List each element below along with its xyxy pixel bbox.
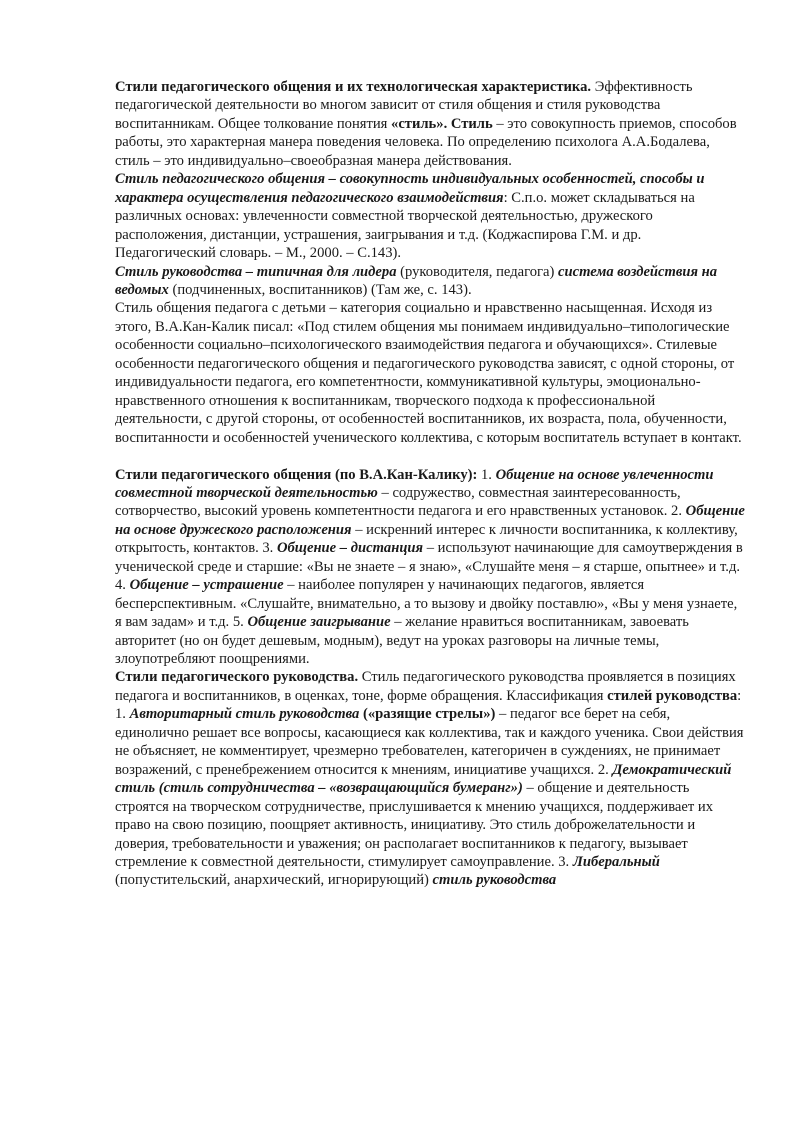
- document-page: [115, 78, 745, 890]
- section-heading: Стили педагогического общения и их технологическая характеристика.: [115, 79, 592, 95]
- style-name: Общение – дистанция: [276, 540, 424, 557]
- paragraph-text: 1.: [477, 466, 496, 483]
- paragraph-text: : 1.: [115, 687, 742, 723]
- style-name: Авторитарный стиль руководства: [129, 706, 360, 723]
- paragraph-text: Стиль общения педагога с детьми – категория социально и нравственно насыщенная. Исходя из этого, В.А.Кан-Калик писал: «Под стилем общения мы понимаем индивидуально–типологические особенности социально–психологического взаимодействия педагога и обучающихся». Стилевые особенности педагогического общения и педагогического руководства зависят, с одной стороны, от индивидуальности педагога, его компетентности, коммуникативной культуры, эмоционально-нравственного отношения к воспитанникам, творческого подхода к профессиональной деятельности, с другой стороны, от особенностей воспитанников, их возраста, пола, обученности, воспитанности и особенностей ученического коллектива, с которым воспитатель вступает в контакт.: [115, 300, 742, 446]
- style-name: Общение на основе дружеского расположения: [115, 503, 745, 538]
- term-bold: «стиль». Стиль: [391, 115, 493, 132]
- style-name: Либеральный: [572, 854, 660, 871]
- section-heading: Стили педагогического общения (по В.А.Кан-Калику):: [115, 466, 478, 483]
- paragraph-text: – искренний интерес к личности воспитанника, к коллективу, открытость, контактов. 3.: [115, 521, 738, 557]
- paragraph-intro: [115, 78, 745, 170]
- paragraph-text: – это совокупность приемов, способов работы, это характерная манера поведения человека. По определению психолога А.А.Бодалева, стиль – это индивидуально–своеобразная манера действования.: [115, 115, 737, 169]
- paragraph-definition-leadership: [115, 263, 745, 300]
- paragraph-text: (руководителя, педагога): [396, 263, 558, 280]
- paragraph-text: – используют начинающие для самоутверждения в ученической среде и старшие: «Вы не знаете – я знаю», «Слушайте меня – я старше, опытнее» и т.д. 4.: [115, 540, 743, 594]
- style-name: Общение заигрывание: [247, 614, 391, 631]
- definition-term: Стиль педагогического общения – совокупность индивидуальных особенностей, способы и характера осуществления педагогического взаимодействия: [115, 171, 705, 206]
- term-bold: стилей руководства: [607, 687, 738, 704]
- paragraph-text: (подчиненных, воспитанников) (Там же, с. 143).: [168, 281, 472, 298]
- paragraph-text: – общение и деятельность строятся на творческом сотрудничестве, прислушивается к мнению учащихся, поддерживает их право на свою позицию, поощряет активность, инициативу. Это стиль доброжелательности и доверия, требовательности и уважения; он располагает воспитанников к педагогу, вызывает стремление к совместной деятельности, стимулирует самоуправление. 3.: [115, 780, 713, 871]
- paragraph-kan-kalik: [115, 299, 745, 447]
- paragraph-text: : С.п.о. может складываться на различных основах: увлеченности совместной творческой деятельностью, дружеского расположения, дистанции, устрашения, заигрывания и т.д. (Коджаспирова Г.М. и др. Педагогический словарь. – М., 2000. – С.143).: [115, 189, 695, 262]
- definition-term: система воздействия на ведомых: [115, 263, 718, 298]
- style-name: Общение на основе увлеченности совместной творческой деятельностью: [115, 466, 714, 501]
- paragraph-text: – содружество, совместная заинтересованность, сотворчество, высокий уровень компетентности педагога и его нравственных установок. 2.: [115, 484, 686, 520]
- paragraph-text: – желание нравиться воспитанникам, завоевать авторитет (но он будет дешевым, модным), ведут на уроках разговоры на личные темы, злоупотребляют поощрениями.: [115, 614, 689, 668]
- paragraph-communication-styles: [115, 466, 745, 669]
- paragraph-text: Стиль педагогического руководства проявляется в позициях педагога и воспитанников, в оценках, тоне, форме обращения. Классификация: [115, 669, 736, 704]
- style-name: стиль руководства: [432, 872, 557, 889]
- style-name: Демократический стиль (стиль сотрудничества – «возвращающийся бумеранг»): [115, 761, 732, 797]
- paragraph-definition-communication: [115, 170, 745, 262]
- paragraph-spacer: [115, 447, 745, 465]
- paragraph-text: – педагог все берет на себя, единолично решает все вопросы, касающиеся как коллектива, так и каждого ученика. Свои действия не объясняет, не комментирует, чрезмерно требователен, категоричен в суждениях, не принимает возражений, с пренебрежением относится к мнениям, инициативе учащихся. 2.: [115, 706, 744, 778]
- style-name: Общение – устрашение: [129, 577, 284, 594]
- definition-term: Стиль руководства – типичная для лидера: [115, 263, 397, 280]
- section-heading: Стили педагогического руководства.: [115, 669, 359, 686]
- paragraph-leadership-styles: [115, 668, 745, 889]
- paragraph-text: Эффективность педагогической деятельности во многом зависит от стиля общения и стиля руководства воспитанникам. Общее толкование понятия: [115, 79, 693, 132]
- paragraph-text: (попустительский, анархический, игнорирующий): [115, 872, 433, 889]
- paragraph-text: – наиболее популярен у начинающих педагогов, является бесперспективным. «Слушайте, внимательно, а то вызову и двойку поставлю», «Вы у меня узнаете, я вам задам» и т.д. 5.: [115, 577, 738, 631]
- style-metaphor: («разящие стрелы»): [363, 706, 496, 723]
